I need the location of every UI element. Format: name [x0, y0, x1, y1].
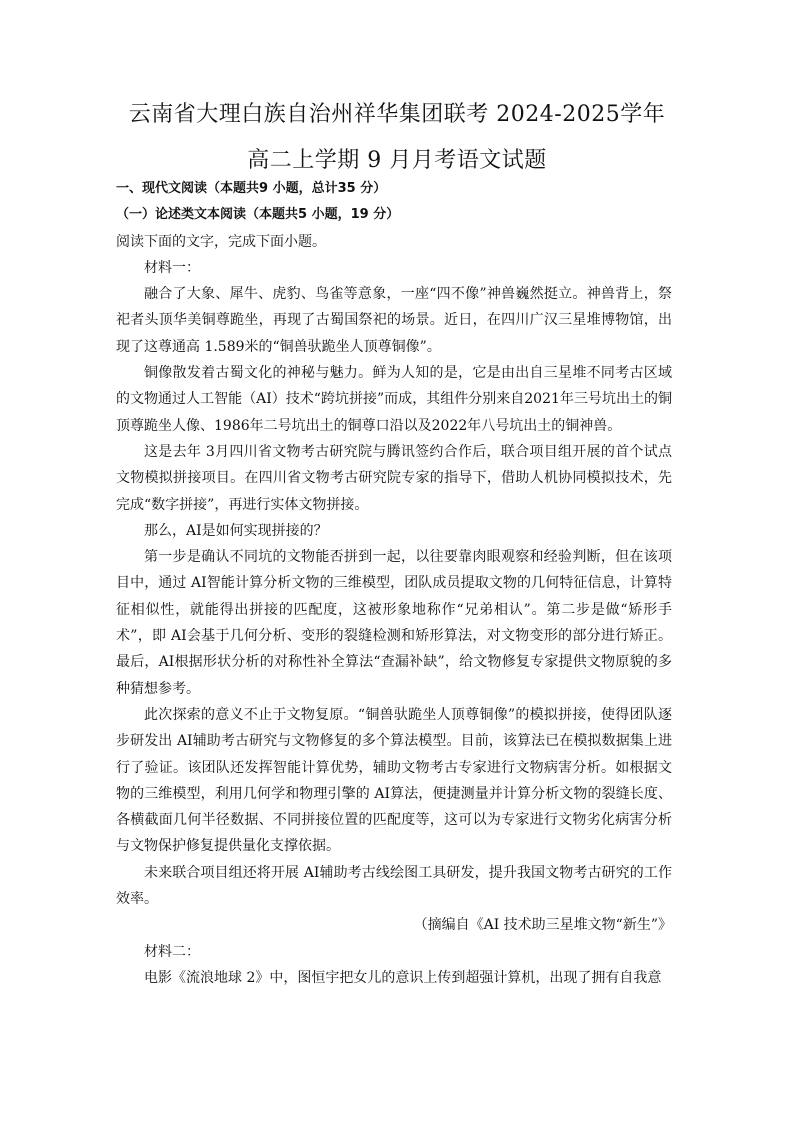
material-2-paragraph: 电影《流浪地球 2》中，图恒宇把女儿的意识上传到超强计算机，出现了拥有自我意 — [144, 969, 662, 986]
material-1-paragraph: 此次探索的意义不止于文物复原。“铜兽驮跪坐人顶尊铜像”的模拟拼接，使得团队逐步研发出 AI辅助考古研究与文物修复的多个算法模型。目前，该算法已在模拟数据集上进行了验证。该团队还发挥智能计算优势，辅助文物考古专家进行文物病害分析。如根据文物的三维模型，利用几何学和物理引擎的 AI算法，便捷测量并计算分析文物的裂缝长度、各横截面几何半径数据、不同拼接位置的匹配度等，这可以为专家进行文物劣化病害分析与文物保护修复提供量化支撑依据。 — [116, 706, 672, 855]
subsection-heading: （一）论述类文本阅读（本题共5 小题，19 分） — [116, 207, 400, 223]
section-heading: 一、现代文阅读（本题共9 小题，总计35 分） — [116, 181, 387, 196]
document-body — [116, 176, 672, 991]
material-1-paragraph: 铜像散发着古蜀文化的神秘与魅力。鲜为人知的是，它是由出自三星堆不同考古区域的文物通过人工智能（AI）技术“跨坑拼接”而成，其组件分别来自2021年三号坑出土的铜顶尊跪坐人像、1986年二号坑出土的铜尊口沿以及2022年八号坑出土的铜神兽。 — [116, 365, 672, 434]
material-1-paragraph: 那么，AI是如何实现拼接的？ — [144, 522, 328, 539]
exam-title — [0, 92, 794, 184]
material-1-label: 材料一： — [144, 259, 200, 276]
instruction-text: 阅读下面的文字，完成下面小题。 — [116, 233, 326, 250]
exam-title-line-2: 高二上学期 9 月月考语文试题 — [247, 148, 547, 173]
material-1-paragraph: 未来联合项目组还将开展 AI辅助考古线绘图工具研发，提升我国文物考古研究的工作效率。 — [116, 864, 672, 908]
material-1-paragraph: 融合了大象、犀牛、虎豹、鸟雀等意象，一座“四不像”神兽巍然挺立。神兽背上，祭祀者头顶华美铜尊跪坐，再现了古蜀国祭祀的场景。近日，在四川广汉三星堆博物馆，出现了这尊通高 1.589米的“铜兽驮跪坐人顶尊铜像”。 — [116, 286, 672, 355]
material-2-label: 材料二： — [144, 943, 200, 960]
material-1-source: （摘编自《AI 技术助三星堆文物“新生”》 — [413, 917, 672, 934]
exam-title-line-1: 云南省大理白族自治州祥华集团联考 2024-2025学年 — [128, 102, 666, 127]
material-1-paragraph: 这是去年 3月四川省文物考古研究院与腾讯签约合作后，联合项目组开展的首个试点文物模拟拼接项目。在四川省文物考古研究院专家的指导下，借助人机协同模拟技术，先完成“数字拼接”，再进行实体文物拼接。 — [116, 443, 672, 513]
material-1-paragraph: 第一步是确认不同坑的文物能否拼到一起，以往要靠肉眼观察和经验判断，但在该项目中，通过 AI智能计算分析文物的三维模型，团队成员提取文物的几何特征信息，计算特征相似性，就能得出拼接的匹配度，这被形象地称作“兄弟相认”。第二步是做“矫形手术”，即 AI会基于几何分析、变形的裂缝检测和矫形算法，对文物变形的部分进行矫正。最后，AI根据形状分析的对称性补全算法“查漏补缺”，给文物修复专家提供文物原貌的多种猜想参考。 — [116, 549, 672, 697]
